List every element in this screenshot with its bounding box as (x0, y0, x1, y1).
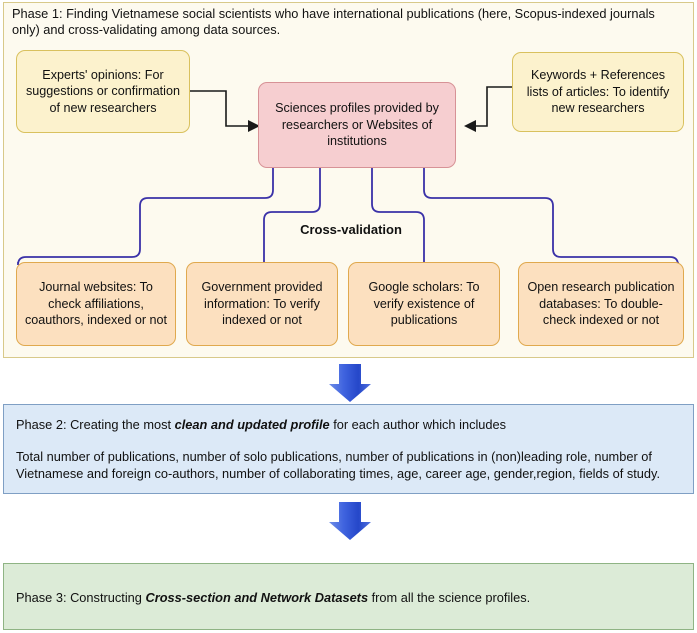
node-open-research-databases[interactable]: Open research publication databases: To double-check indexed or not (518, 262, 684, 346)
phase2-heading (16, 417, 684, 434)
phase3-heading (16, 590, 684, 607)
phase3-line1-after: from all the science profiles. (368, 590, 531, 605)
down-arrow-icon-2 (329, 502, 371, 540)
cross-validation-label: Cross-validation (300, 222, 402, 237)
node-sciences-profiles[interactable]: Sciences profiles provided by researchers or Websites of institutions (258, 82, 456, 168)
node-journal-websites[interactable]: Journal websites: To check affiliations, coauthors, indexed or not (16, 262, 176, 346)
phase2-line1-before: Phase 2: Creating the most (16, 417, 175, 432)
down-arrow-icon-1 (329, 364, 371, 402)
phase3-line1-before: Phase 3: Constructing (16, 590, 146, 605)
phase2-line1-emphasis: clean and updated profile (174, 417, 330, 432)
node-google-scholars[interactable]: Google scholars: To verify existence of publications (348, 262, 500, 346)
phase3-line1-emphasis: Cross-section and Network Datasets (145, 590, 369, 605)
phase1-heading: Phase 1: Finding Vietnamese social scientists who have international publications (here, Scopus-indexed journals only) and cross-validating among data sources. (12, 6, 655, 37)
node-keywords-references[interactable]: Keywords + References lists of articles: To identify new researchers (512, 52, 684, 132)
node-experts-opinions[interactable]: Experts' opinions: For suggestions or confirmation of new researchers (16, 50, 190, 133)
phase3-panel (3, 563, 694, 630)
phase2-panel (3, 404, 694, 494)
phase2-details: Total number of publications, number of solo publications, number of publications in (non)leading role, number of Vietnamese and foreign co-authors, number of collaborating times, age, career age, gender,region, fields of study. (16, 449, 661, 481)
phase2-line1-after: for each author which includes (329, 417, 507, 432)
node-government-information[interactable]: Government provided information: To verify indexed or not (186, 262, 338, 346)
